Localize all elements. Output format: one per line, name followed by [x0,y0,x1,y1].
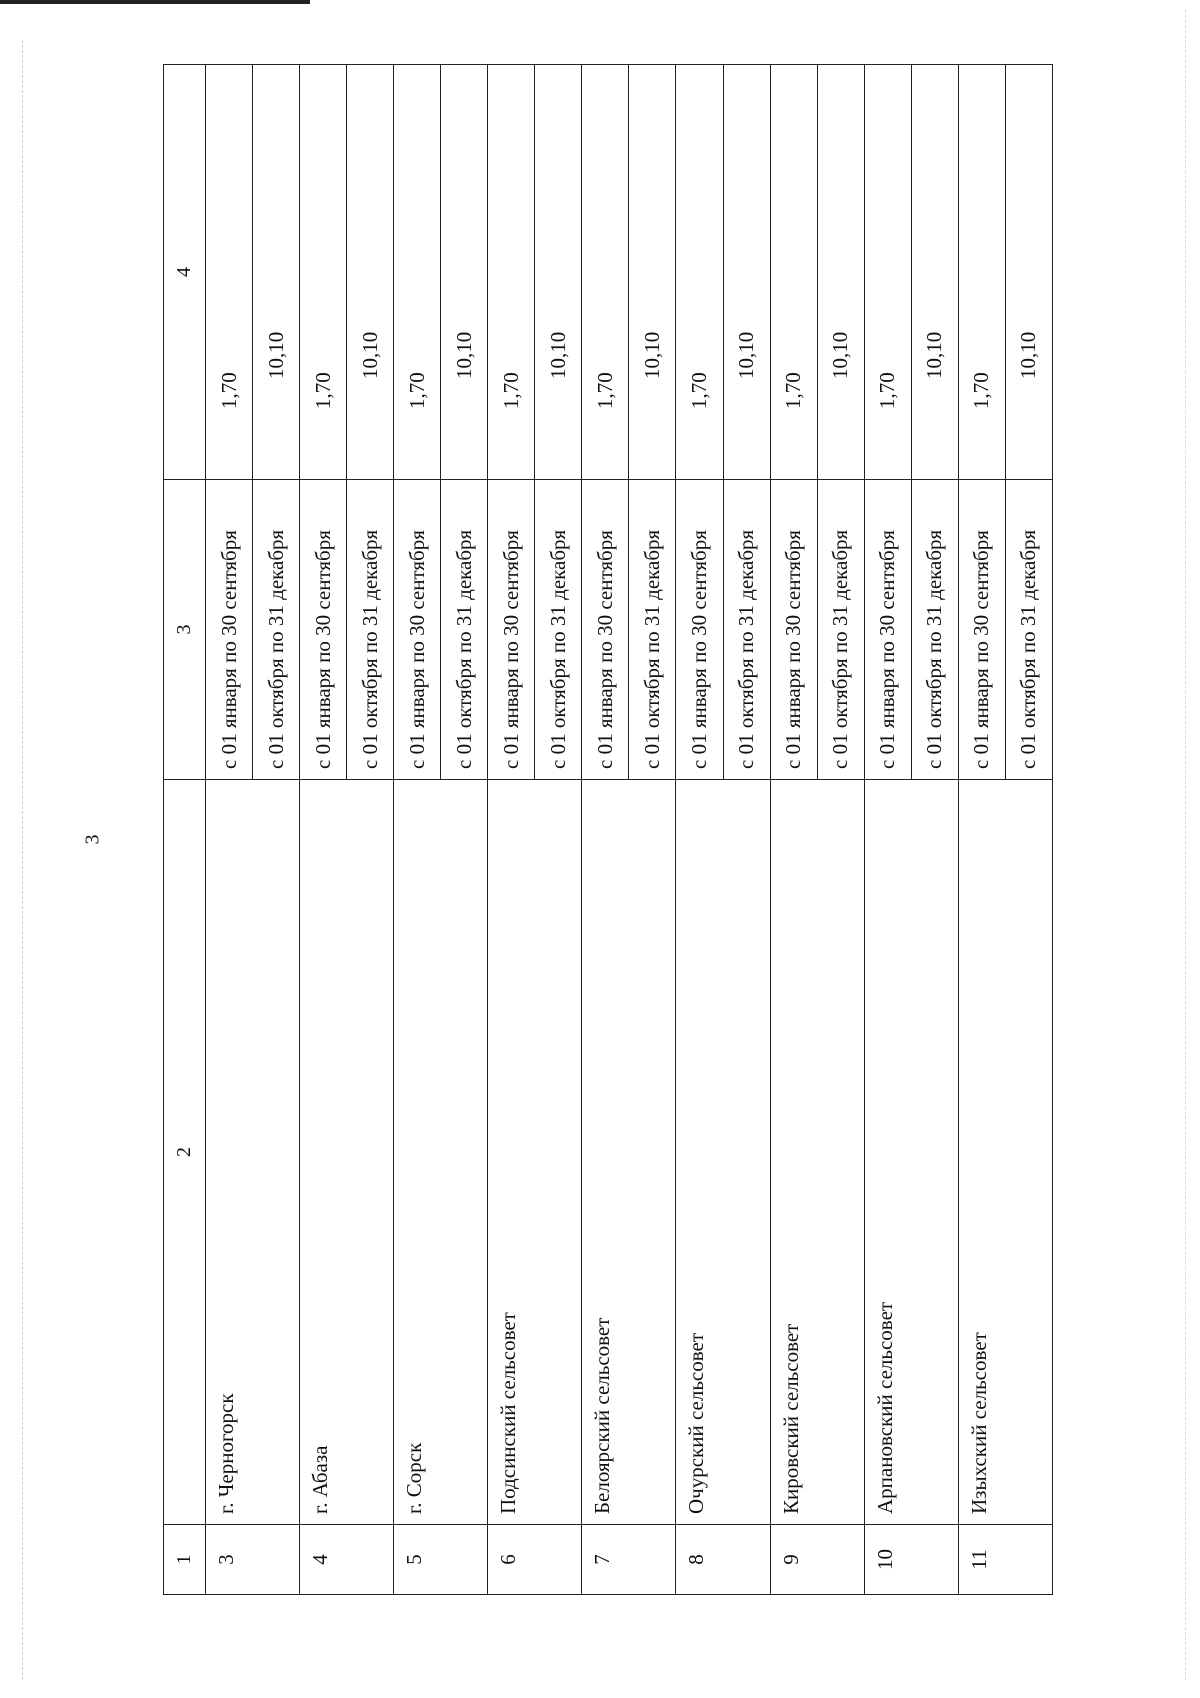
period-cell: с 01 октября по 31 декабря [629,480,676,780]
column-header: 4 [164,65,206,480]
municipality-name: г. Абаза [300,780,394,1525]
value-cell: 10,10 [441,65,488,480]
municipality-name: Арпановский сельсовет [864,780,958,1525]
value-cell: 10,10 [723,65,770,480]
period-cell: с 01 января по 30 сентября [770,480,817,780]
table-header-row [164,65,206,1595]
value-cell: 1,70 [394,65,441,480]
table-body [206,65,1053,1595]
row-number: 3 [206,1525,300,1595]
period-cell: с 01 января по 30 сентября [206,480,253,780]
municipality-name: Кировский сельсовет [770,780,864,1525]
value-cell: 1,70 [676,65,723,480]
row-number: 9 [770,1525,864,1595]
period-cell: с 01 октября по 31 декабря [347,480,394,780]
period-cell: с 01 января по 30 сентября [958,480,1005,780]
table-row [770,65,817,1595]
table-row [206,65,253,1595]
value-cell: 10,10 [911,65,958,480]
value-cell: 10,10 [253,65,300,480]
table-row [582,65,629,1595]
value-cell: 10,10 [535,65,582,480]
municipality-name: Подсинский сельсовет [488,780,582,1525]
municipality-name: г. Черногорск [206,780,300,1525]
value-cell: 1,70 [300,65,347,480]
period-cell: с 01 января по 30 сентября [864,480,911,780]
value-cell: 1,70 [958,65,1005,480]
column-header: 2 [164,780,206,1525]
period-cell: с 01 октября по 31 декабря [911,480,958,780]
value-cell: 10,10 [347,65,394,480]
period-cell: с 01 января по 30 сентября [676,480,723,780]
period-cell: с 01 октября по 31 декабря [723,480,770,780]
table-row [300,65,347,1595]
municipality-name: Очурский сельсовет [676,780,770,1525]
row-number: 4 [300,1525,394,1595]
table-row [394,65,441,1595]
table-row [488,65,535,1595]
period-cell: с 01 октября по 31 декабря [441,480,488,780]
value-cell: 1,70 [770,65,817,480]
period-cell: с 01 января по 30 сентября [488,480,535,780]
column-header: 1 [164,1525,206,1595]
value-cell: 10,10 [1005,65,1052,480]
municipality-name: г. Сорск [394,780,488,1525]
scan-artifact-bar [0,0,310,4]
period-cell: с 01 октября по 31 декабря [817,480,864,780]
scan-artifact-edge-left [22,40,23,1680]
period-cell: с 01 октября по 31 декабря [535,480,582,780]
period-cell: с 01 октября по 31 декабря [253,480,300,780]
row-number: 8 [676,1525,770,1595]
column-header: 3 [164,480,206,780]
row-number: 5 [394,1525,488,1595]
rotated-table-container [163,65,1053,1595]
period-cell: с 01 января по 30 сентября [582,480,629,780]
value-cell: 10,10 [817,65,864,480]
table-row [676,65,723,1595]
row-number: 6 [488,1525,582,1595]
municipality-name: Изыхский сельсовет [958,780,1052,1525]
row-number: 10 [864,1525,958,1595]
value-cell: 1,70 [488,65,535,480]
scan-artifact-edge-right [1185,10,1186,1680]
table-row [958,65,1005,1595]
municipality-name: Белоярский сельсовет [582,780,676,1525]
tariff-table [163,64,1053,1595]
table-row [864,65,911,1595]
value-cell: 1,70 [206,65,253,480]
value-cell: 10,10 [629,65,676,480]
page-number: 3 [81,834,104,845]
period-cell: с 01 января по 30 сентября [394,480,441,780]
period-cell: с 01 января по 30 сентября [300,480,347,780]
row-number: 7 [582,1525,676,1595]
value-cell: 1,70 [582,65,629,480]
row-number: 11 [958,1525,1052,1595]
period-cell: с 01 октября по 31 декабря [1005,480,1052,780]
value-cell: 1,70 [864,65,911,480]
